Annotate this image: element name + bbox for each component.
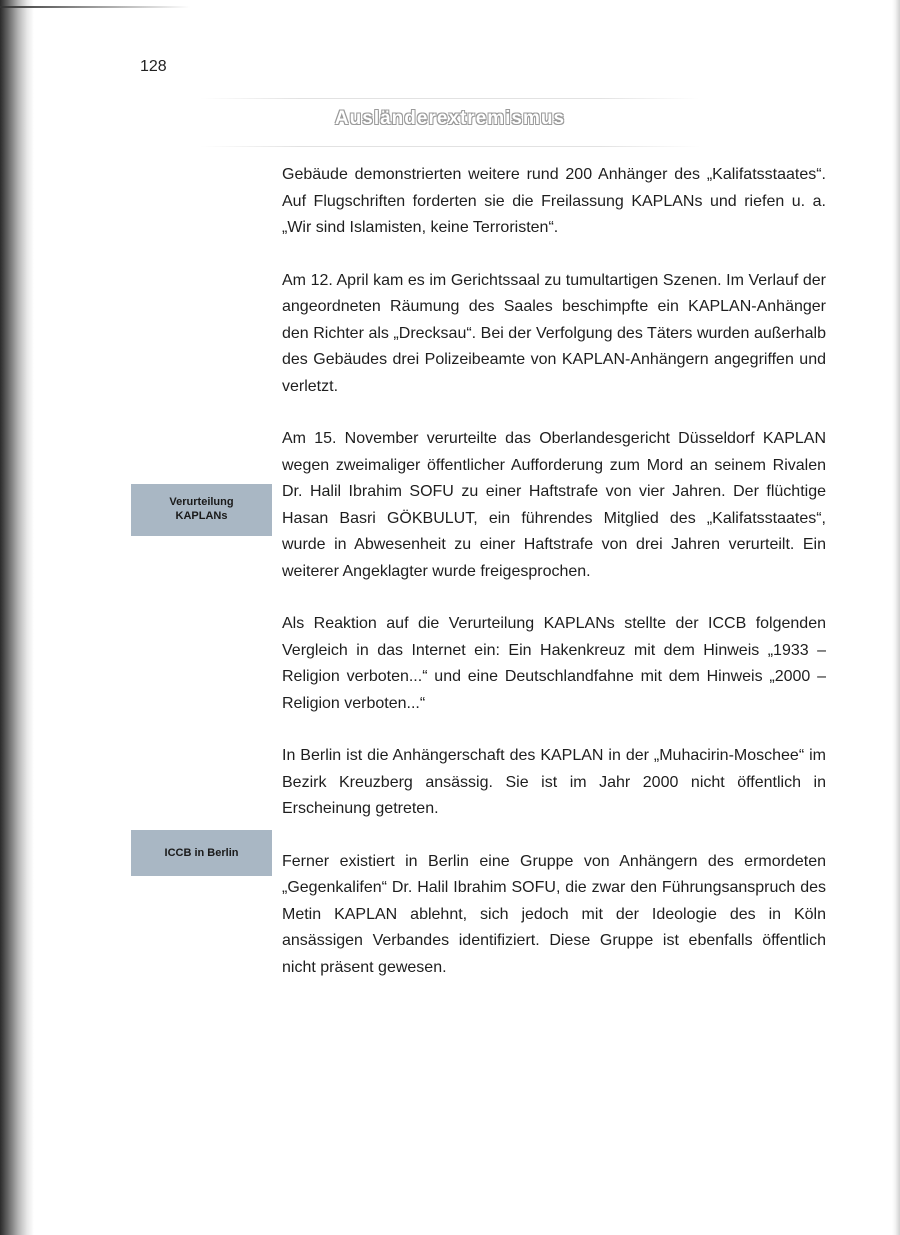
margin-note-line: ICCB in Berlin <box>164 847 239 859</box>
paragraph: In Berlin ist die Anhängerschaft des KAPLAN in der „Muhacirin-Moschee“ im Bezirk Kreuzberg ansässig. Sie ist im Jahr 2000 nicht öffentlich in Erscheinung getreten. <box>282 747 826 817</box>
margin-note-line: KAPLANs <box>175 510 228 522</box>
paragraph: Ferner existiert in Berlin eine Gruppe von Anhängern des ermordeten „Gegenkalifen“ Dr. Halil Ibrahim SOFU, die zwar den Führungsanspruch des Metin KAPLAN ablehnt, sich jedoch mit der Ideologie des in Köln ansässigen Verbandes identifiziert. Diese Gruppe ist ebenfalls öffentlich nicht präsent gewesen. <box>282 852 826 976</box>
page-number: 128 <box>140 58 167 75</box>
paragraph: Am 12. April kam es im Gerichtssaal zu tumultartigen Szenen. Im Verlauf der angeordneten Räumung des Saales beschimpfte ein KAPLAN-Anhänger den Richter als „Drecksau“. Bei der Verfolgung des Täters wurden außerhalb des Gebäudes drei Polizeibeamte von KAPLAN-Anhängern angegriffen und verletzt. <box>282 271 826 395</box>
margin-note-verurteilung <box>131 484 272 536</box>
body-text <box>282 162 826 1007</box>
margin-note-iccb-berlin <box>131 830 272 876</box>
paragraph: Am 15. November verurteilte das Oberlandesgericht Düsseldorf KAPLAN wegen zweimaliger öffentlicher Aufforderung zum Mord an seinem Rivalen Dr. Halil Ibrahim SOFU zu einer Haftstrafe von vier Jahren. Der flüchtige Hasan Basri GÖKBULUT, ein führendes Mitglied des „Kalifatsstaates“, wurde in Abwesenheit zu einer Haftstrafe von drei Jahren verurteilt. Ein weiterer Angeklagter wurde freigesprochen. <box>282 430 826 580</box>
header-rule-bottom <box>200 146 700 147</box>
paragraph: Gebäude demonstrierten weitere rund 200 Anhänger des „Kalifatsstaates“. Auf Flugschriften forderten sie die Freilassung KAPLANs und riefen u. a. „Wir sind Islamisten, keine Terroristen“. <box>282 166 826 236</box>
running-head: Ausländerextremismus <box>334 108 566 129</box>
header-rule-top <box>200 98 700 99</box>
margin-note-line: Verurteilung <box>169 496 234 508</box>
paragraph: Als Reaktion auf die Verurteilung KAPLANs stellte der ICCB folgenden Vergleich in das Internet ein: Ein Hakenkreuz mit dem Hinweis „1933 – Religion verboten...“ und eine Deutschlandfahne mit dem Hinweis „2000 – Religion verboten...“ <box>282 615 826 712</box>
page-right-edge <box>892 0 900 1235</box>
binding-shadow <box>0 0 34 1235</box>
binding-edge-line <box>0 6 190 8</box>
